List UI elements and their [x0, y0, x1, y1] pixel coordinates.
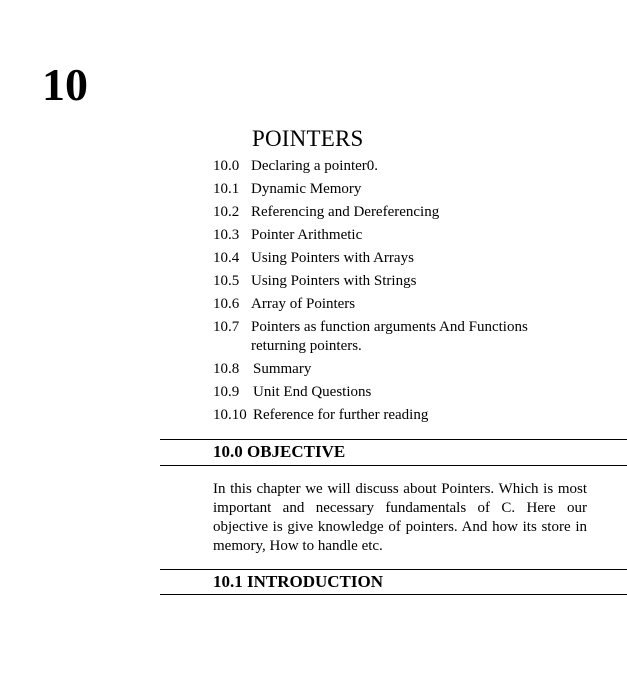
toc-item-text: Reference for further reading	[253, 407, 429, 423]
toc-item	[213, 383, 613, 402]
objective-paragraph: In this chapter we will discuss about Pointers. Which is most important and necessary fundamentals of C. Here our objective is give knowledge of pointers. And how its store in memory, How to handle etc.	[213, 481, 587, 554]
toc-item-number: 10.9	[213, 384, 240, 400]
chapter-title: POINTERS	[252, 126, 364, 151]
toc-item-text: Referencing and Dereferencing	[251, 204, 440, 220]
toc-item	[213, 295, 613, 314]
toc-item-number: 10.8	[213, 361, 240, 377]
toc-item-number: 10.1	[213, 181, 240, 197]
toc-item-text: Dynamic Memory	[251, 181, 362, 197]
toc-item-text: Summary	[253, 361, 312, 377]
toc-item-text: Array of Pointers	[251, 296, 356, 312]
objective-heading: 10.0 OBJECTIVE	[213, 442, 346, 461]
toc-item-number: 10.6	[213, 296, 240, 312]
toc-item	[213, 203, 613, 222]
toc-item-text: Declaring a pointer0.	[251, 158, 379, 174]
section-rule-top	[160, 569, 627, 570]
toc-item-number: 10.5	[213, 273, 240, 289]
toc-item-number: 10.7	[213, 319, 240, 335]
toc-item	[213, 406, 613, 425]
toc-item	[213, 249, 613, 268]
toc-item	[213, 272, 613, 291]
introduction-heading: 10.1 INTRODUCTION	[213, 572, 384, 591]
section-rule-bottom	[160, 465, 627, 466]
toc-item-text: Using Pointers with Strings	[251, 273, 417, 289]
toc-item-text: Unit End Questions	[253, 384, 372, 400]
toc-item-number: 10.2	[213, 204, 240, 220]
toc-item-number: 10.3	[213, 227, 240, 243]
chapter-number: 10	[42, 59, 88, 110]
section-rule-top	[160, 439, 627, 440]
toc-item-number: 10.0	[213, 158, 240, 174]
toc-item-text: Pointer Arithmetic	[251, 227, 363, 243]
toc-item-text: Using Pointers with Arrays	[251, 250, 414, 266]
toc-item	[213, 318, 613, 356]
toc-item	[213, 180, 613, 199]
toc-item	[213, 157, 613, 176]
toc-item	[213, 226, 613, 245]
table-of-contents	[213, 157, 613, 429]
section-rule-bottom	[160, 594, 627, 595]
toc-item-number: 10.4	[213, 250, 240, 266]
toc-item-number: 10.10	[213, 407, 247, 423]
toc-item-text: Pointers as function arguments And Functions returning pointers.	[251, 319, 528, 354]
toc-item	[213, 360, 613, 379]
